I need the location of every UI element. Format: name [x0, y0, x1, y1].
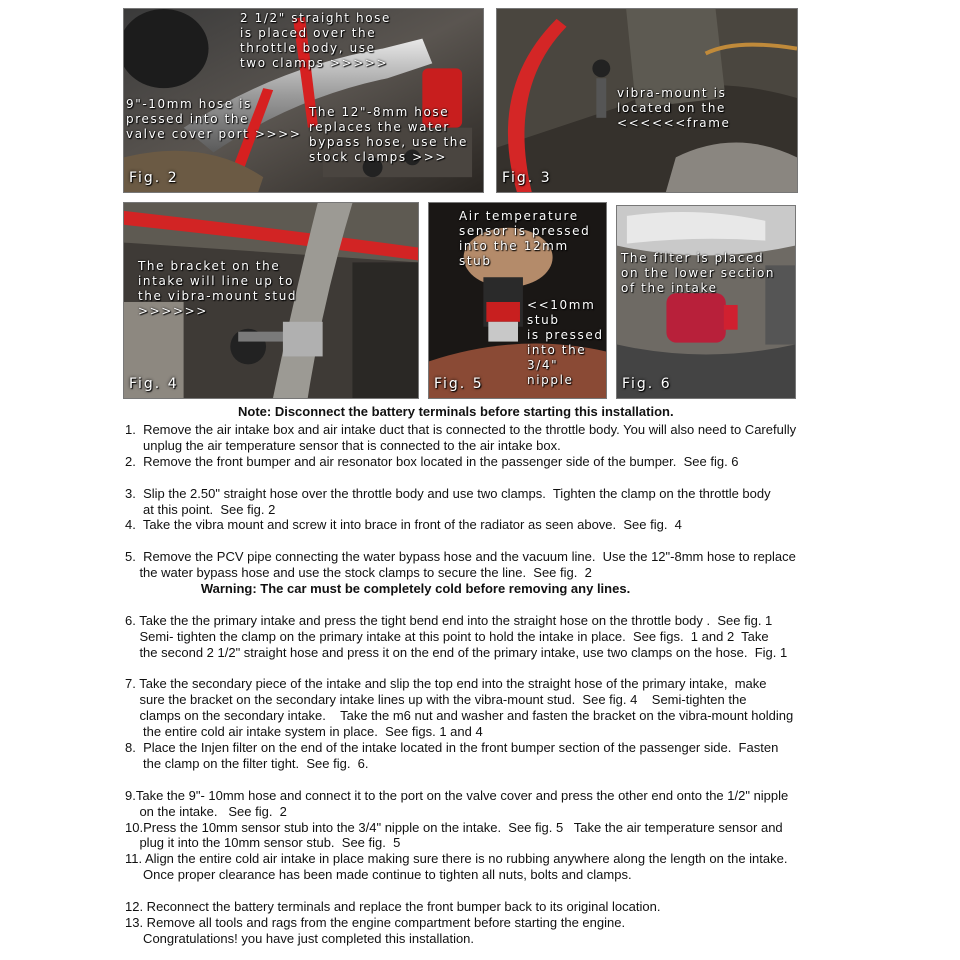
figure-label: Fig. 3	[502, 170, 552, 186]
instruction-line: the water bypass hose and use the stock clamps to secure the line. See fig. 2	[125, 565, 592, 581]
instruction-line: clamps on the secondary intake. Take the m6 nut and washer and fasten the bracket on the vibra-mount holding	[125, 708, 794, 724]
instruction-line: Once proper clearance has been made continue to tighten all nuts, bolts and clamps.	[125, 867, 632, 883]
caption-filter: The filter is placed on the lower section of the intake	[621, 251, 776, 295]
instruction-line: at this point. See fig. 2	[125, 501, 276, 517]
instruction-line: Warning: The car must be completely cold before removing any lines.	[125, 581, 631, 596]
caption-vibra-mount: vibra-mount is located on the <<<<<<frame	[617, 86, 731, 130]
instruction-line: 7. Take the secondary piece of the intake and slip the top end into the straight hose of the primary intake, make	[125, 676, 767, 692]
instruction-line: on the intake. See fig. 2	[125, 803, 287, 819]
instruction-line: sure the bracket on the secondary intake lines up with the vibra-mount stud. See fig. 4 Semi-tighten the	[125, 692, 747, 708]
figure-5-photo	[428, 202, 607, 399]
figure-3-photo	[496, 8, 798, 193]
instruction-line: 8. Place the Injen filter on the end of the intake located in the front bumper section of the passenger side. Fasten	[125, 740, 779, 755]
instruction-line: the clamp on the filter tight. See fig. 6.	[125, 755, 369, 771]
instruction-line: 2. Remove the front bumper and air resonator box located in the passenger side of the bumper. See fig. 6	[125, 453, 739, 469]
instruction-line: 6. Take the the primary intake and press the tight bend end into the straight hose on the throttle body . See fig. 1	[125, 612, 773, 628]
caption-bypass-hose: The 12"-8mm hose replaces the water bypass hose, use the stock clamps >>>	[309, 105, 468, 164]
instruction-line: 5. Remove the PCV pipe connecting the water bypass hose and the vacuum line. Use the 12"-8mm hose to replace	[125, 549, 796, 565]
caption-air-temp-sensor: Air temperature sensor is pressed into the 12mm stub	[459, 209, 591, 268]
figure-2-photo	[123, 8, 484, 193]
instruction-line: Semi- tighten the clamp on the primary intake at this point to hold the intake in place. See figs. 1 and 2 Take	[125, 628, 769, 644]
instruction-line: plug it into the 10mm sensor stub. See fig. 5	[125, 835, 401, 851]
caption-valve-cover-hose: 9"-10mm hose is pressed into the valve cover port >>>>	[126, 97, 302, 141]
caption-10mm-stub: <<10mm stub is pressed into the 3/4" nipple	[527, 298, 604, 387]
instruction-line: Congratulations! you have just completed this installation.	[125, 930, 475, 946]
instruction-line: 13. Remove all tools and rags from the engine compartment before starting the engine.	[125, 914, 626, 930]
instruction-line: 9.Take the 9"- 10mm hose and connect it to the port on the valve cover and press the other end onto the 1/2" nipple	[125, 787, 789, 803]
instruction-line: 10.Press the 10mm sensor stub into the 3/4" nipple on the intake. See fig. 5 Take the air temperature sensor and	[125, 819, 783, 835]
figure-label: Fig. 5	[434, 376, 484, 392]
caption-straight-hose: 2 1/2" straight hose is placed over the throttle body, use two clamps >>>>>	[240, 11, 391, 70]
instruction-line: the entire cold air intake system in place. See figs. 1 and 4	[125, 724, 483, 740]
figure-4-photo	[123, 202, 419, 399]
note-heading: Note: Disconnect the battery terminals before starting this installation.	[238, 404, 674, 419]
figure-label: Fig. 4	[129, 376, 179, 392]
instruction-line: 3. Slip the 2.50" straight hose over the throttle body and use two clamps. Tighten the clamp on the throttle body	[125, 485, 771, 501]
instruction-line: unplug the air temperature sensor that is connected to the air intake box.	[125, 437, 561, 453]
filter-photo	[617, 206, 795, 398]
figure-label: Fig. 6	[622, 376, 672, 392]
figure-6-photo	[616, 205, 796, 399]
instruction-line: 1. Remove the air intake box and air intake duct that is connected to the throttle body. You will also need to Carefully	[125, 422, 797, 437]
instruction-line: 4. Take the vibra mount and screw it into brace in front of the radiator as seen above. See fig. 4	[125, 517, 682, 533]
instruction-line: 11. Align the entire cold air intake in place making sure there is no rubbing anywhere along the length on the intake.	[125, 851, 788, 867]
figure-label: Fig. 2	[129, 170, 179, 186]
instruction-line: the second 2 1/2" straight hose and press it on the end of the primary intake, use two clamps on the hose. Fig. 1	[125, 644, 788, 660]
caption-bracket: The bracket on the intake will line up to the vibra-mount stud >>>>>>	[138, 259, 298, 318]
instruction-line: 12. Reconnect the battery terminals and replace the front bumper back to its original location.	[125, 899, 661, 914]
